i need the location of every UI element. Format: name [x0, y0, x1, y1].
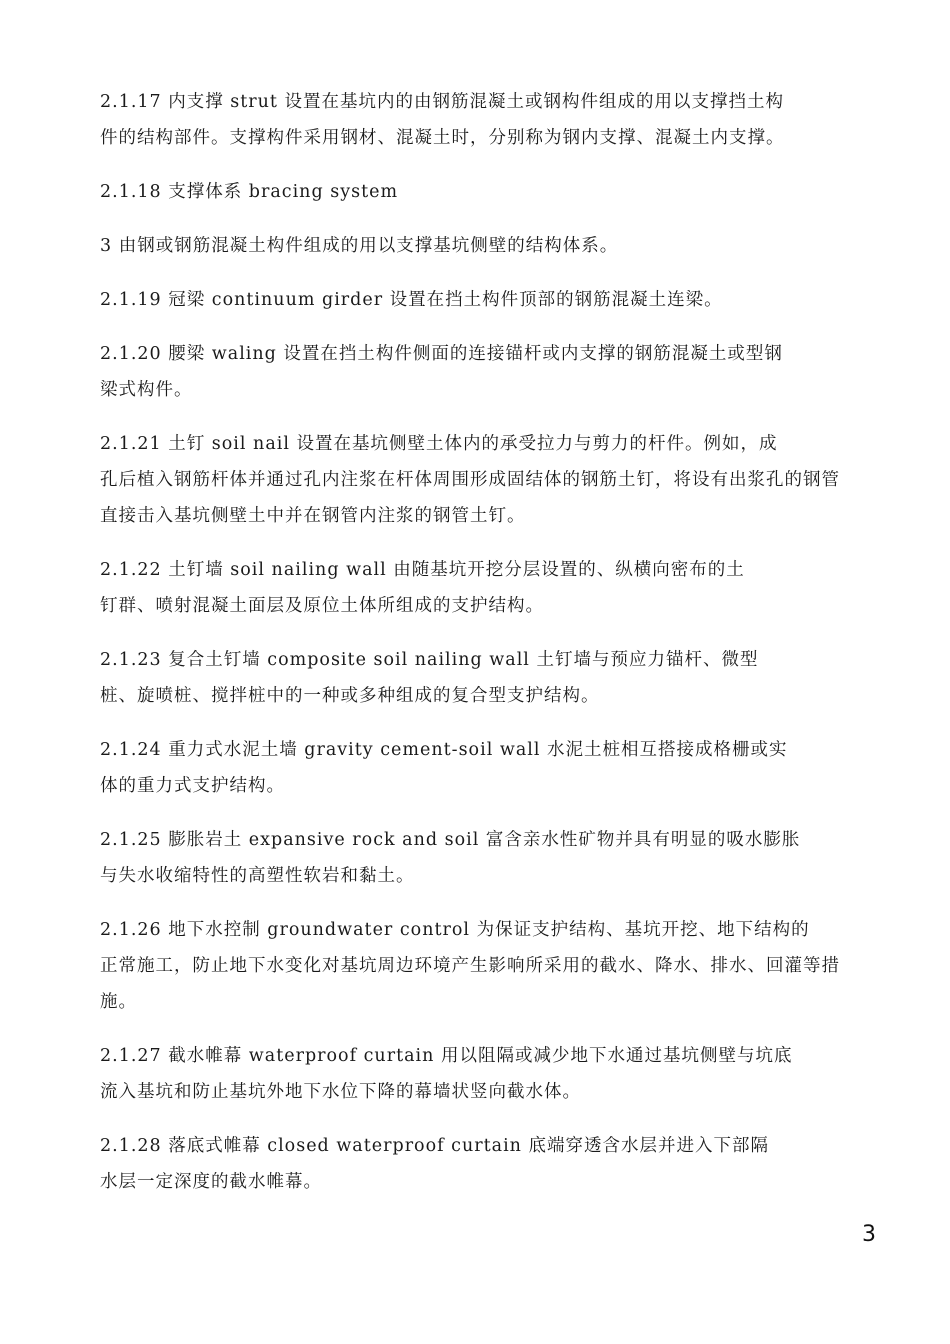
entry-text-line: 2.1.21 土钉 soil nail 设置在基坑侧壁土体内的承受拉力与剪力的杆件。例如，成: [100, 434, 778, 454]
entry-text-line: 桩、旋喷桩、搅拌桩中的一种或多种组成的复合型支护结构。: [100, 686, 600, 706]
entry-text-line: 2.1.17 内支撑 strut 设置在基坑内的由钢筋混凝土或钢构件组成的用以支撑挡土构: [100, 92, 785, 112]
glossary-entry: [100, 732, 878, 804]
entry-text-line: 2.1.28 落底式帷幕 closed waterproof curtain 底端穿透含水层并进入下部隔: [100, 1136, 770, 1156]
glossary-entry: [100, 84, 878, 156]
glossary-entry: [100, 642, 878, 714]
entry-text-line: 钉群、喷射混凝土面层及原位土体所组成的支护结构。: [100, 596, 544, 616]
entry-text-line: 2.1.25 膨胀岩土 expansive rock and soil 富含亲水性矿物并具有明显的吸水膨胀: [100, 830, 801, 850]
glossary-entry: [100, 1128, 878, 1200]
entry-text-line: 2.1.20 腰梁 waling 设置在挡土构件侧面的连接锚杆或内支撑的钢筋混凝土或型钢: [100, 344, 783, 364]
page-number: 3: [862, 1222, 877, 1247]
entry-text-line: 2.1.23 复合土钉墙 composite soil nailing wall 土钉墙与预应力锚杆、微型: [100, 650, 759, 670]
entry-text-line: 孔后植入钢筋杆体并通过孔内注浆在杆体周围形成固结体的钢筋土钉，将设有出浆孔的钢管: [100, 470, 840, 490]
entry-text-line: 2.1.19 冠梁 continuum girder 设置在挡土构件顶部的钢筋混凝土连梁。: [100, 290, 723, 310]
entry-text-line: 2.1.27 截水帷幕 waterproof curtain 用以阻隔或减少地下水通过基坑侧壁与坑底: [100, 1046, 793, 1066]
glossary-entry: [100, 336, 878, 408]
entry-text-line: 直接击入基坑侧壁土中并在钢管内注浆的钢管土钉。: [100, 506, 526, 526]
entry-text-line: 施。: [100, 992, 137, 1012]
entry-text-line: 水层一定深度的截水帷幕。: [100, 1172, 322, 1192]
glossary-entry: [100, 282, 878, 318]
entry-text-line: 体的重力式支护结构。: [100, 776, 285, 796]
entry-text-line: 2.1.18 支撑体系 bracing system: [100, 182, 399, 202]
glossary-entry: [100, 912, 878, 1020]
glossary-entry: [100, 552, 878, 624]
glossary-entry: [100, 426, 878, 534]
entry-text-line: 梁式构件。: [100, 380, 193, 400]
entry-text-line: 2.1.24 重力式水泥土墙 gravity cement-soil wall 水泥土桩相互搭接成格栅或实: [100, 740, 788, 760]
glossary-entry: [100, 822, 878, 894]
glossary-entry: [100, 228, 878, 264]
glossary-entry: [100, 174, 878, 210]
entry-text-line: 件的结构部件。支撑构件采用钢材、混凝土时，分别称为钢内支撑、混凝土内支撑。: [100, 128, 785, 148]
entry-text-line: 正常施工，防止地下水变化对基坑周边环境产生影响所采用的截水、降水、排水、回灌等措: [100, 956, 840, 976]
entry-text-line: 流入基坑和防止基坑外地下水位下降的幕墙状竖向截水体。: [100, 1082, 581, 1102]
entry-text-line: 与失水收缩特性的高塑性软岩和黏土。: [100, 866, 415, 886]
entry-text-line: 3 由钢或钢筋混凝土构件组成的用以支撑基坑侧壁的结构体系。: [100, 236, 619, 256]
glossary-entry: [100, 1038, 878, 1110]
entry-text-line: 2.1.22 土钉墙 soil nailing wall 由随基坑开挖分层设置的、纵横向密布的土: [100, 560, 745, 580]
entry-text-line: 2.1.26 地下水控制 groundwater control 为保证支护结构、基坑开挖、地下结构的: [100, 920, 810, 940]
